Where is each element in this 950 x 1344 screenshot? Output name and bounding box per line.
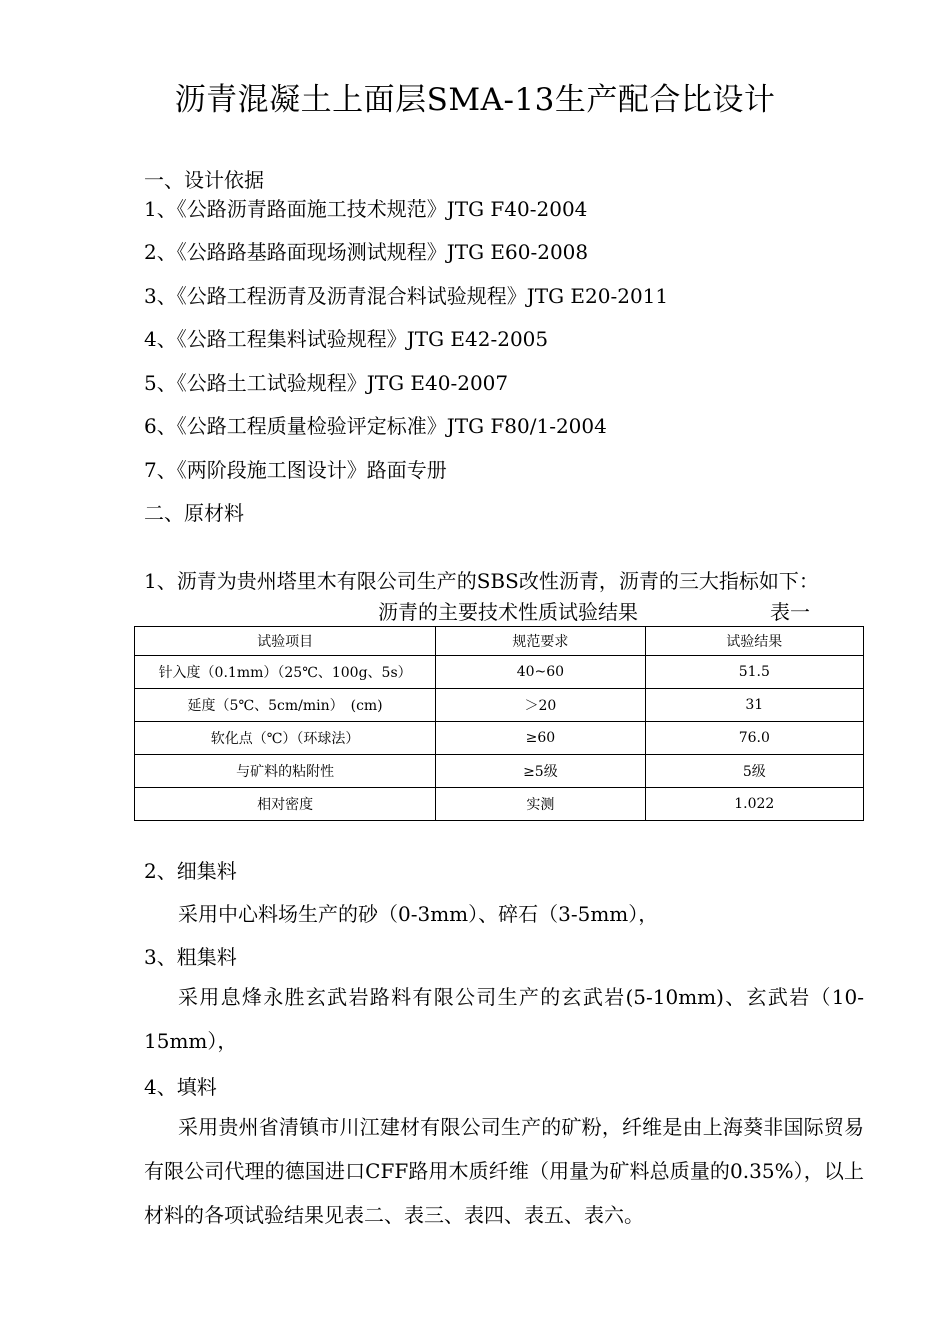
filler-text: 采用贵州省清镇市川江建材有限公司生产的矿粉，纤维是由上海葵非国际贸易有限公司代理的德国进口CFF路用木质纤维（用量为矿料总质量的0.35%），以上材料的各项试验结果见表二、表三、表四、表五、表六。 [144, 1115, 864, 1227]
fine-aggregate-heading: 2、细集料 [144, 859, 237, 883]
table-cell: 延度（5℃、5cm/min） (cm) [135, 689, 436, 722]
basis-item-3: 3、《公路工程沥青及沥青混合料试验规程》JTG E20-2011 [144, 284, 669, 308]
table-header-row [135, 627, 864, 656]
basis-item-6: 6、《公路工程质量检验评定标准》JTG F80/1-2004 [144, 414, 607, 438]
table-row [135, 755, 864, 788]
table-cell: ≥60 [436, 722, 645, 755]
table-cell: 31 [645, 689, 863, 722]
table-cell: ＞20 [436, 689, 645, 722]
fine-aggregate-text: 采用中心料场生产的砂（0-3mm）、碎石（3-5mm）， [178, 902, 659, 926]
table-header-cell: 试验项目 [135, 627, 436, 656]
basis-item-4: 4、《公路工程集料试验规程》JTG E42-2005 [144, 327, 549, 351]
table-cell: ≥5级 [436, 755, 645, 788]
table-cell: 5级 [645, 755, 863, 788]
table-header-cell: 试验结果 [645, 627, 863, 656]
table-cell: 相对密度 [135, 788, 436, 821]
asphalt-properties-table [134, 626, 864, 821]
basis-item-5: 5、《公路土工试验规程》JTG E40-2007 [144, 371, 509, 395]
section-heading-design-basis: 一、设计依据 [144, 168, 264, 192]
table-cell: 与矿料的粘附性 [135, 755, 436, 788]
table-row [135, 656, 864, 689]
table-cell: 76.0 [645, 722, 863, 755]
table-cell: 51.5 [645, 656, 863, 689]
table-header-cell: 规范要求 [436, 627, 645, 656]
table-caption: 沥青的主要技术性质试验结果 [378, 600, 638, 624]
basis-item-2: 2、《公路路基路面现场测试规程》JTG E60-2008 [144, 240, 589, 264]
table-cell: 1.022 [645, 788, 863, 821]
table-cell: 软化点（℃）（环球法） [135, 722, 436, 755]
basis-item-1: 1、《公路沥青路面施工技术规范》JTG F40-2004 [144, 197, 588, 221]
table-row [135, 722, 864, 755]
section-heading-raw-materials: 二、原材料 [144, 501, 244, 525]
table-number: 表一 [770, 600, 810, 624]
coarse-aggregate-text: 采用息烽永胜玄武岩路料有限公司生产的玄武岩(5-10mm)、玄武岩（10-15mm）， [144, 985, 864, 1053]
table-row [135, 689, 864, 722]
coarse-aggregate-heading: 3、粗集料 [144, 945, 237, 969]
table-cell: 实测 [436, 788, 645, 821]
filler-heading: 4、填料 [144, 1075, 217, 1099]
table-cell: 针入度（0.1mm）（25℃、100g、5s） [135, 656, 436, 689]
asphalt-intro: 1、沥青为贵州塔里木有限公司生产的SBS改性沥青，沥青的三大指标如下： [144, 569, 819, 593]
document-title: 沥青混凝土上面层SMA-13生产配合比设计 [174, 82, 776, 118]
table-row [135, 788, 864, 821]
basis-item-7: 7、《两阶段施工图设计》路面专册 [144, 458, 447, 482]
table-cell: 40~60 [436, 656, 645, 689]
